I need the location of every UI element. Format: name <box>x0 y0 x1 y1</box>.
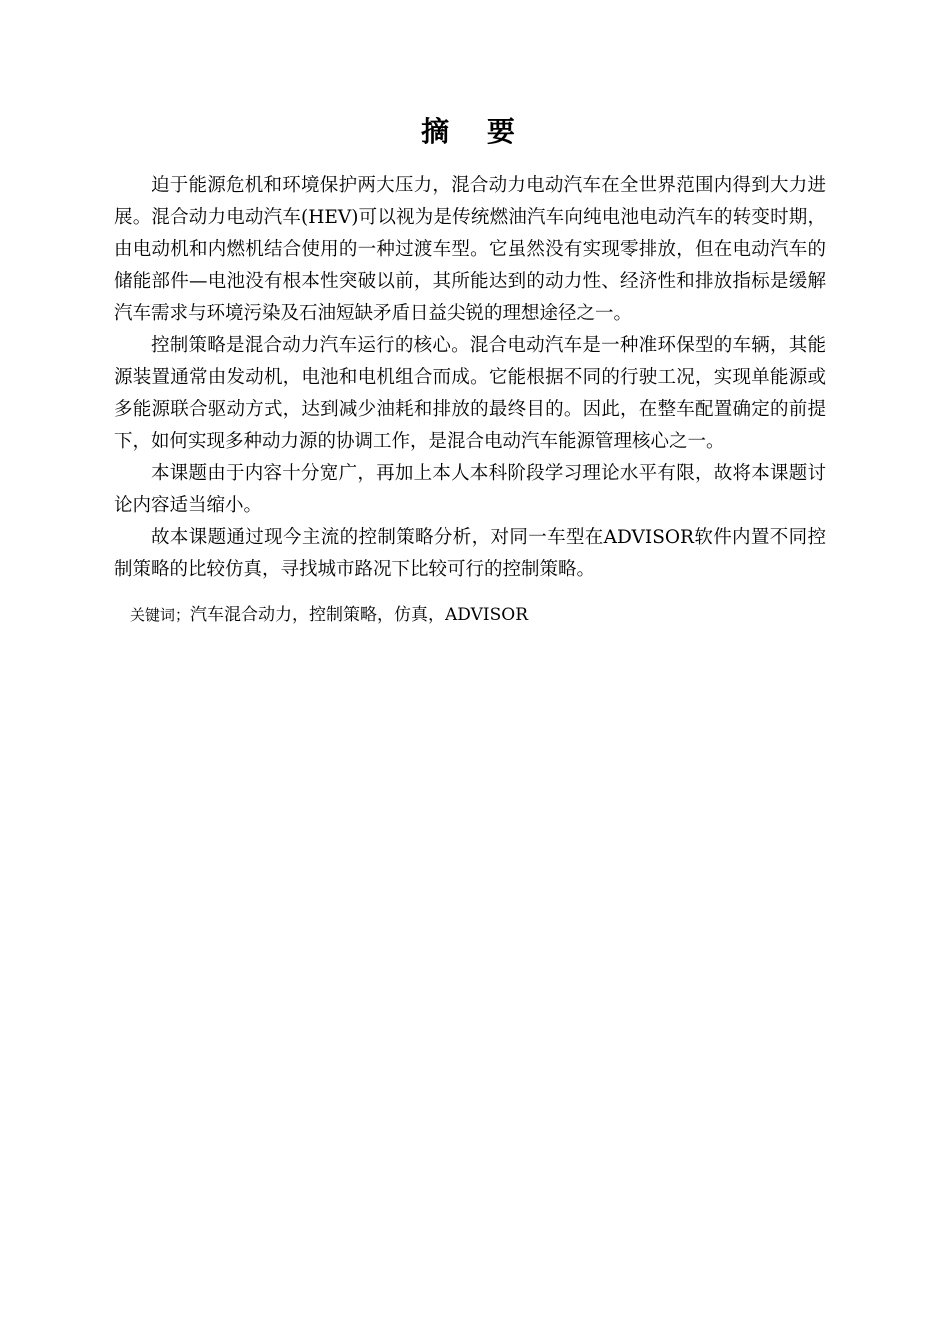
abstract-body <box>114 170 826 586</box>
keywords-value: 汽车混合动力，控制策略，仿真，ADVISOR <box>190 605 528 625</box>
abstract-title: 摘 要 <box>421 115 529 148</box>
abstract-paragraph: 迫于能源危机和环境保护两大压力，混合动力电动汽车在全世界范围内得到大力进展。混合动力电动汽车(HEV)可以视为是传统燃油汽车向纯电池电动汽车的转变时期，由电动机和内燃机结合使用的一种过渡车型。它虽然没有实现零排放，但在电动汽车的储能部件—电池没有根本性突破以前，其所能达到的动力性、经济性和排放指标是缓解汽车需求与环境污染及石油短缺矛盾日益尖锐的理想途径之一。 <box>114 175 826 324</box>
keywords-line <box>130 600 830 630</box>
abstract-paragraph: 故本课题通过现今主流的控制策略分析，对同一车型在ADVISOR软件内置不同控制策略的比较仿真，寻找城市路况下比较可行的控制策略。 <box>114 527 826 580</box>
keywords-label: 关键词； <box>130 606 191 624</box>
abstract-paragraph: 本课题由于内容十分宽广，再加上本人本科阶段学习理论水平有限，故将本课题讨论内容适当缩小。 <box>114 463 826 516</box>
abstract-paragraph: 控制策略是混合动力汽车运行的核心。混合电动汽车是一种准环保型的车辆，其能源装置通常由发动机，电池和电机组合而成。它能根据不同的行驶工况，实现单能源或多能源联合驱动方式，达到减少油耗和排放的最终目的。因此，在整车配置确定的前提下，如何实现多种动力源的协调工作，是混合电动汽车能源管理核心之一。 <box>114 335 826 452</box>
